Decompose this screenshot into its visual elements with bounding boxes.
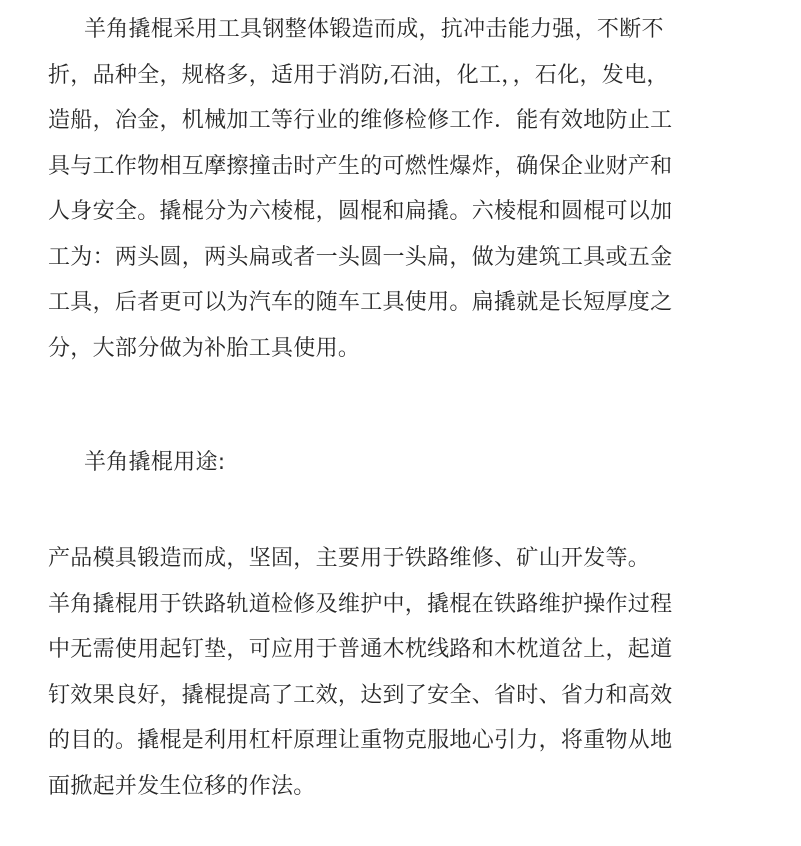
usage-line-4: 钉效果良好，撬棍提高了工效，达到了安全、省时、省力和高效: [48, 682, 673, 708]
intro-line-1-text: 羊角撬棍采用工具钢整体锻造而成，抗冲击能力强，不断不: [84, 17, 664, 42]
usage-line-6: 面掀起并发生位移的作法。: [48, 773, 316, 799]
usage-heading-line: [48, 440, 738, 486]
intro-paragraph: [48, 7, 738, 371]
usage-line-1: 产品模具锻造而成，坚固，主要用于铁路维修、矿山开发等。: [48, 546, 651, 571]
intro-line-4: 具与工作物相互摩擦撞击时产生的可燃性爆炸，确保企业财产和: [48, 153, 673, 179]
intro-line-3: 造船，冶金，机械加工等行业的维修检修工作．能有效地防止工: [48, 108, 673, 133]
intro-line-5: 人身安全。撬棍分为六棱棍，圆棍和扁撬。六棱棍和圆棍可以加: [48, 199, 673, 224]
intro-line-8: 分，大部分做为补胎工具使用。: [48, 335, 361, 361]
usage-heading-text: 羊角撬棍用途:: [84, 450, 226, 475]
usage-heading: [48, 440, 738, 486]
intro-line-2: 折，品种全，规格多，适用于消防,石油，化工，，石化，发电，: [48, 62, 669, 88]
usage-line-3: 中无需使用起钉垫，可应用于普通木枕线路和木枕道岔上，起道: [48, 637, 673, 662]
usage-line-5: 的目的。撬棍是利用杠杆原理让重物克服地心引力，将重物从地: [48, 728, 673, 753]
usage-line-2: 羊角撬棍用于铁路轨道检修及维护中，撬棍在铁路维护操作过程: [48, 591, 673, 617]
intro-line-1: [48, 7, 738, 53]
intro-line-7: 工具，后者更可以为汽车的随车工具使用。扁撬就是长短厚度之: [48, 290, 673, 315]
usage-paragraph: [48, 536, 738, 809]
intro-line-6: 工为：两头圆，两头扁或者一头圆一头扁，做为建筑工具或五金: [48, 244, 673, 270]
